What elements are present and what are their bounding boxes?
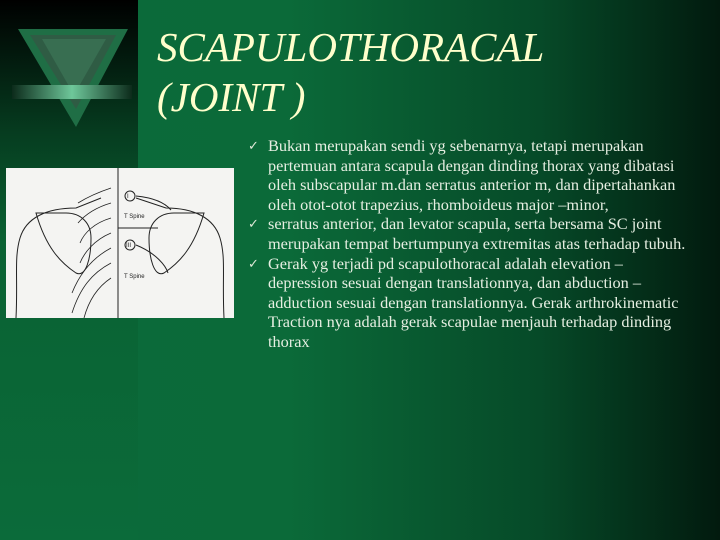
figure-label: I xyxy=(127,194,129,200)
triangle-logo-icon xyxy=(12,25,132,130)
bullet-item xyxy=(248,136,688,214)
bullet-list xyxy=(248,136,688,352)
scapula-thorax-illustration xyxy=(6,168,234,318)
bullet-text: Gerak yg terjadi pd scapulothoracal adalah elevation – depression sesuai dengan translationnya, dan abduction – adduction sesuai dengan translationnya. Gerak arthrokinematic Traction nya adalah gerak scapulae menjauh terhadap dinding thorax xyxy=(268,253,679,351)
check-bullet-icon: ✓ xyxy=(248,138,259,153)
title-line-1: SCAPULOTHORACAL xyxy=(157,24,545,70)
title-line-2: (JOINT ) xyxy=(157,74,306,120)
slide-title xyxy=(157,22,544,122)
figure-label: III xyxy=(126,243,132,249)
bullet-item xyxy=(248,254,688,352)
check-bullet-icon: ✓ xyxy=(248,255,259,271)
check-bullet-icon: ✓ xyxy=(248,216,259,232)
figure-label: T Spine xyxy=(124,274,145,280)
bullet-text: serratus anterior, dan levator scapula, serta bersama SC joint merupakan tempat bertumpunya extremitas atas terhadap tubuh. xyxy=(268,214,686,253)
bullet-text: Bukan merupakan sendi yg sebenarnya, tetapi merupakan pertemuan antara scapula dengan dinding thorax yang dibatasi oleh subscapular m.dan serratus anterior m, dan dipertahankan oleh otot-otot trapezius, rhomboideus major –minor, xyxy=(268,136,676,214)
bullet-item xyxy=(248,214,688,253)
figure-label: T Spine xyxy=(124,214,145,220)
